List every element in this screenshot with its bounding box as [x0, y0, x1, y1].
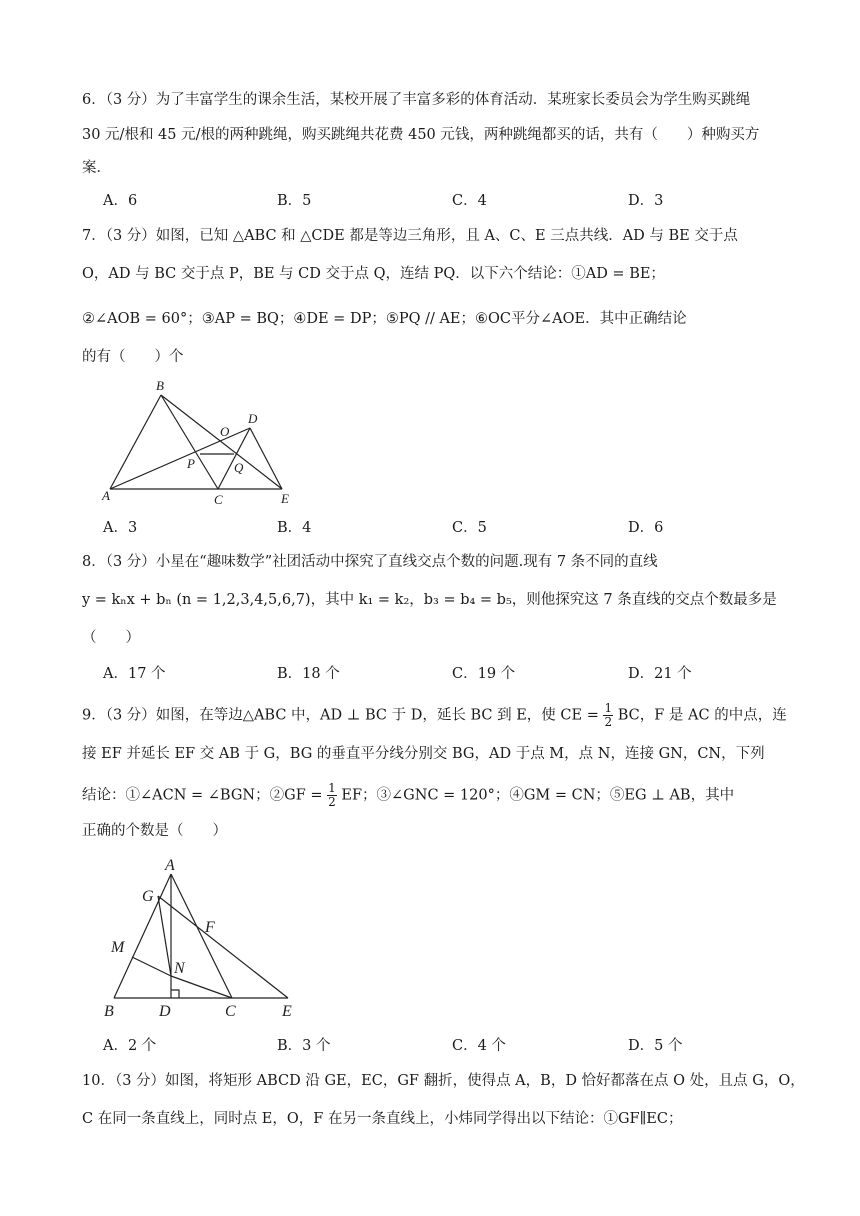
- q9-option-a: A．2 个: [103, 1038, 157, 1054]
- q7-line-3: ②∠AOB = 60°；③AP = BQ；④DE = DP；⑤PQ // AE；⑥OC平分∠AOE．其中正确结论: [82, 311, 687, 327]
- q6-option-b: B．5: [277, 193, 312, 209]
- q9-label-g: G: [142, 888, 154, 905]
- q6-option-c: C．4: [452, 193, 487, 209]
- q6-option-d: D．3: [628, 193, 664, 209]
- q7-label-a: A: [102, 488, 110, 503]
- q8-line-3: （ ）: [82, 630, 140, 646]
- q9-fraction-half-2: $\frac{1}{2}$: [328, 781, 336, 809]
- q8-option-d: D．21 个: [628, 666, 692, 682]
- q9-option-b: B．3 个: [277, 1038, 331, 1054]
- q7-label-p: P: [187, 456, 195, 471]
- q6-option-a: A．6: [103, 193, 138, 209]
- q7-option-a: A．3: [103, 520, 138, 536]
- q9-fraction-half-1: $\frac{1}{2}$: [604, 701, 613, 729]
- q9-label-d: D: [159, 1003, 171, 1020]
- q9-option-c: C．4 个: [452, 1038, 506, 1054]
- q7-line-4: 的有（ ）个: [82, 349, 184, 365]
- q7-option-b: B．4: [277, 520, 312, 536]
- q8-line-1: 8．（3 分）小星在“趣味数学”社团活动中探究了直线交点个数的问题.现有 7 条不同的直线: [82, 554, 658, 570]
- q9-line-3-end: EF；③∠GNC = 120°；④GM = CN；⑤EG ⊥ AB，其中: [341, 787, 735, 804]
- q9-label-m: M: [111, 939, 125, 956]
- q7-label-d: D: [248, 411, 258, 426]
- q7-label-o: O: [220, 424, 230, 439]
- q6-line-2: 30 元/根和 45 元/根的两种跳绳，购买跳绳共花费 450 元钱，两种跳绳都买的话，共有（ ）种购买方: [82, 127, 760, 143]
- q9-line-1-start: 9．（3 分）如图，在等边△ABC 中，AD ⊥ BC 于 D，延长 BC 到 E，使 CE =: [82, 707, 599, 724]
- q7-label-q: Q: [234, 460, 244, 475]
- q8-option-c: C．19 个: [452, 666, 516, 682]
- q7-figure: [100, 376, 310, 511]
- q9-label-n: N: [174, 960, 185, 977]
- q8-option-a: A．17 个: [103, 666, 166, 682]
- q9-line-1: [82, 702, 787, 729]
- q7-label-e: E: [281, 491, 289, 506]
- q9-label-f: F: [205, 919, 215, 936]
- q10-line-1: 10．（3 分）如图，将矩形 ABCD 沿 GE，EC，GF 翻折，使得点 A，B，D 恰好都落在点 O 处，且点 G，O，: [82, 1073, 805, 1089]
- q9-line-3: [82, 782, 734, 809]
- q9-label-a: A: [165, 857, 175, 874]
- q9-option-d: D．5 个: [628, 1038, 683, 1054]
- q7-line-1: 7．（3 分）如图，已知 △ABC 和 △CDE 都是等边三角形，且 A、C、E 三点共线．AD 与 BE 交于点: [82, 228, 738, 244]
- q9-line-1-end: BC，F 是 AC 的中点，连: [617, 707, 787, 724]
- q9-figure: [98, 852, 304, 1022]
- q7-option-d: D．6: [628, 520, 664, 536]
- q9-label-b: B: [104, 1003, 114, 1020]
- q7-line-2: O，AD 与 BC 交于点 P，BE 与 CD 交于点 Q，连结 PQ．以下六个结论：①AD = BE；: [82, 266, 665, 282]
- q7-label-b: B: [156, 378, 164, 393]
- q9-line-2: 接 EF 并延长 EF 交 AB 于 G，BG 的垂直平分线分别交 BG，AD 于点 M，点 N，连接 GN，CN，下列: [82, 746, 765, 762]
- q7-label-c: C: [214, 492, 223, 507]
- q8-option-b: B．18 个: [277, 666, 340, 682]
- q7-option-c: C．5: [452, 520, 487, 536]
- q6-line-1: 6．（3 分）为了丰富学生的课余生活，某校开展了丰富多彩的体育活动．某班家长委员会为学生购买跳绳: [82, 92, 751, 108]
- q6-line-3: 案．: [82, 160, 111, 176]
- q9-line-3-start: 结论：①∠ACN = ∠BGN；②GF =: [82, 787, 323, 804]
- q9-line-4: 正确的个数是（ ）: [82, 823, 227, 839]
- q9-label-c: C: [225, 1003, 236, 1020]
- q10-line-2: C 在同一条直线上，同时点 E，O，F 在另一条直线上，小炜同学得出以下结论：①GF∥EC；: [82, 1111, 683, 1127]
- q8-line-2: y = kₙx + bₙ (n = 1,2,3,4,5,6,7)，其中 k₁ = k₂，b₃ = b₄ = b₅，则他探究这 7 条直线的交点个数最多是: [82, 592, 777, 608]
- q9-label-e: E: [282, 1003, 292, 1020]
